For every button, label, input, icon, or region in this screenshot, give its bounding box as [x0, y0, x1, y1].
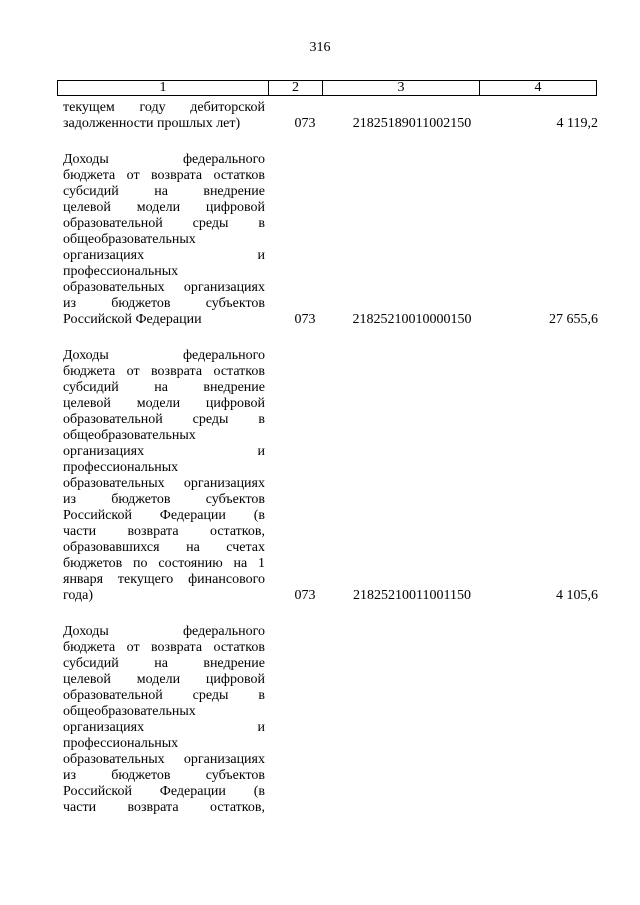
description-line: образовавшихся на счетах: [63, 540, 265, 555]
row-budget-code: 21825189011002150: [352, 116, 472, 131]
row-description: [63, 348, 265, 604]
description-line: образовательной среды в: [63, 216, 265, 231]
description-line: организациях и: [63, 248, 265, 263]
description-line: части возврата остатков,: [63, 524, 265, 539]
description-line: задолженности прошлых лет): [63, 116, 241, 131]
description-line: целевой модели цифровой: [63, 200, 265, 215]
row-gap: [0, 328, 640, 348]
description-line: субсидий на внедрение: [63, 380, 265, 395]
description-line: из бюджетов субъектов: [63, 296, 265, 311]
description-line: бюджета от возврата остатков: [63, 168, 265, 183]
description-line: организациях и: [63, 720, 265, 735]
description-line: Российской Федерации: [63, 312, 202, 327]
row-budget-code: 21825210010000150: [352, 312, 472, 327]
table-body: [0, 100, 640, 816]
description-line: профессиональных: [63, 460, 179, 475]
description-line: общеобразовательных: [63, 704, 196, 719]
row-amount: 4 105,6: [556, 588, 598, 603]
description-line: образовательных организациях: [63, 752, 265, 767]
row-budget-code: 21825210011001150: [353, 588, 471, 603]
description-line: образовательной среды в: [63, 412, 265, 427]
description-line: из бюджетов субъектов: [63, 768, 265, 783]
row-gap: [0, 604, 640, 624]
table-row: [0, 100, 640, 132]
description-line: субсидий на внедрение: [63, 656, 265, 671]
row-admin-code: 073: [294, 312, 316, 327]
description-line: Доходы федерального: [63, 348, 265, 363]
description-line: образовательных организациях: [63, 476, 265, 491]
description-line: года): [63, 588, 93, 603]
table-header: [57, 80, 597, 96]
description-line: целевой модели цифровой: [63, 396, 265, 411]
description-line: бюджетов по состоянию на 1: [63, 556, 265, 571]
header-col-4: 4: [534, 80, 542, 95]
description-line: целевой модели цифровой: [63, 672, 265, 687]
description-line: общеобразовательных: [63, 232, 196, 247]
description-line: бюджета от возврата остатков: [63, 364, 265, 379]
header-col-2: 2: [269, 81, 323, 95]
table-row: [0, 348, 640, 604]
header-col-1: 1: [58, 81, 269, 95]
page-number: 316: [309, 40, 331, 55]
table-row: [0, 624, 640, 816]
header-col-3: 3: [323, 81, 480, 95]
description-line: текущем году дебиторской: [63, 100, 265, 115]
description-line: бюджета от возврата остатков: [63, 640, 265, 655]
description-line: Доходы федерального: [63, 624, 265, 639]
description-line: образовательных организациях: [63, 280, 265, 295]
table-row: [0, 152, 640, 328]
description-line: организациях и: [63, 444, 265, 459]
description-line: образовательной среды в: [63, 688, 265, 703]
row-description: [63, 152, 265, 328]
description-line: профессиональных: [63, 736, 179, 751]
row-admin-code: 073: [294, 588, 316, 603]
row-admin-code: 073: [294, 116, 316, 131]
row-description: [63, 100, 265, 132]
row-amount: 27 655,6: [549, 312, 598, 327]
description-line: Российской Федерации (в: [63, 784, 265, 799]
row-description: [63, 624, 265, 816]
row-gap: [0, 132, 640, 152]
description-line: января текущего финансового: [63, 572, 265, 587]
description-line: общеобразовательных: [63, 428, 196, 443]
row-amount: 4 119,2: [556, 116, 598, 131]
description-line: Доходы федерального: [63, 152, 265, 167]
description-line: части возврата остатков,: [63, 800, 265, 815]
description-line: субсидий на внедрение: [63, 184, 265, 199]
description-line: профессиональных: [63, 264, 179, 279]
description-line: из бюджетов субъектов: [63, 492, 265, 507]
description-line: Российской Федерации (в: [63, 508, 265, 523]
